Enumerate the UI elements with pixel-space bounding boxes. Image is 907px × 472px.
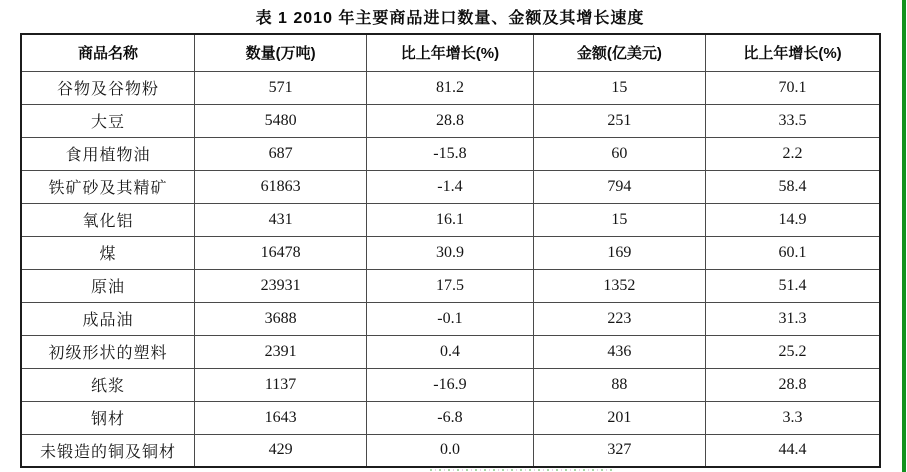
table-row xyxy=(21,302,880,335)
quantity-value: 431 xyxy=(194,203,366,236)
amount-growth-value: 33.5 xyxy=(706,104,880,137)
commodity-name: 初级形状的塑料 xyxy=(21,335,194,368)
amount-growth-value: 31.3 xyxy=(706,302,880,335)
table-title: 表 1 2010 年主要商品进口数量、金额及其增长速度 xyxy=(255,10,645,27)
quantity-growth-value: 17.5 xyxy=(367,269,533,302)
quantity-growth-value: -6.8 xyxy=(367,401,533,434)
quantity-value: 61863 xyxy=(194,170,366,203)
quantity-growth-value: 30.9 xyxy=(367,236,533,269)
table-row xyxy=(21,137,880,170)
commodity-name: 食用植物油 xyxy=(21,137,194,170)
amount-value: 251 xyxy=(533,104,705,137)
table-row xyxy=(21,401,880,434)
amount-value: 436 xyxy=(533,335,705,368)
table-row xyxy=(21,434,880,467)
commodity-name: 原油 xyxy=(21,269,194,302)
quantity-value: 1137 xyxy=(194,368,366,401)
amount-value: 327 xyxy=(533,434,705,467)
amount-growth-value: 58.4 xyxy=(706,170,880,203)
amount-growth-value: 44.4 xyxy=(706,434,880,467)
column-header-quantity: 数量(万吨) xyxy=(194,34,366,71)
amount-growth-value: 70.1 xyxy=(706,71,880,104)
amount-value: 1352 xyxy=(533,269,705,302)
column-header-commodity: 商品名称 xyxy=(21,34,194,71)
commodity-name: 纸浆 xyxy=(21,368,194,401)
amount-growth-value: 3.3 xyxy=(706,401,880,434)
table-row xyxy=(21,71,880,104)
amount-value: 15 xyxy=(533,203,705,236)
amount-growth-value: 2.2 xyxy=(706,137,880,170)
table-row xyxy=(21,104,880,137)
commodity-name: 大豆 xyxy=(21,104,194,137)
table-row xyxy=(21,203,880,236)
table-header-row xyxy=(21,34,880,71)
quantity-growth-value: -0.1 xyxy=(367,302,533,335)
table-row xyxy=(21,335,880,368)
amount-growth-value: 25.2 xyxy=(706,335,880,368)
green-scan-edge-artifact xyxy=(902,0,906,472)
quantity-growth-value: 0.4 xyxy=(367,335,533,368)
amount-growth-value: 60.1 xyxy=(706,236,880,269)
column-header-quantity-growth: 比上年增长(%) xyxy=(367,34,533,71)
quantity-value: 23931 xyxy=(194,269,366,302)
quantity-value: 3688 xyxy=(194,302,366,335)
table-row xyxy=(21,170,880,203)
amount-growth-value: 14.9 xyxy=(706,203,880,236)
quantity-growth-value: -1.4 xyxy=(367,170,533,203)
quantity-value: 16478 xyxy=(194,236,366,269)
commodity-name: 谷物及谷物粉 xyxy=(21,71,194,104)
quantity-value: 2391 xyxy=(194,335,366,368)
table-row xyxy=(21,269,880,302)
amount-value: 201 xyxy=(533,401,705,434)
commodity-name: 钢材 xyxy=(21,401,194,434)
commodity-name: 煤 xyxy=(21,236,194,269)
quantity-value: 571 xyxy=(194,71,366,104)
column-header-amount-growth: 比上年增长(%) xyxy=(706,34,880,71)
amount-growth-value: 28.8 xyxy=(706,368,880,401)
amount-value: 60 xyxy=(533,137,705,170)
table-row xyxy=(21,368,880,401)
quantity-growth-value: 16.1 xyxy=(367,203,533,236)
amount-value: 15 xyxy=(533,71,705,104)
import-commodities-table xyxy=(20,33,881,468)
bottom-scan-artifact xyxy=(430,469,615,471)
quantity-growth-value: 81.2 xyxy=(367,71,533,104)
quantity-growth-value: -15.8 xyxy=(367,137,533,170)
commodity-name: 未锻造的铜及铜材 xyxy=(21,434,194,467)
commodity-name: 氧化铝 xyxy=(21,203,194,236)
amount-value: 223 xyxy=(533,302,705,335)
amount-value: 794 xyxy=(533,170,705,203)
quantity-growth-value: -16.9 xyxy=(367,368,533,401)
commodity-name: 成品油 xyxy=(21,302,194,335)
amount-value: 169 xyxy=(533,236,705,269)
quantity-growth-value: 28.8 xyxy=(367,104,533,137)
column-header-amount: 金额(亿美元) xyxy=(533,34,705,71)
quantity-value: 5480 xyxy=(194,104,366,137)
quantity-value: 687 xyxy=(194,137,366,170)
amount-value: 88 xyxy=(533,368,705,401)
quantity-value: 1643 xyxy=(194,401,366,434)
amount-growth-value: 51.4 xyxy=(706,269,880,302)
table-row xyxy=(21,236,880,269)
quantity-value: 429 xyxy=(194,434,366,467)
quantity-growth-value: 0.0 xyxy=(367,434,533,467)
commodity-name: 铁矿砂及其精矿 xyxy=(21,170,194,203)
